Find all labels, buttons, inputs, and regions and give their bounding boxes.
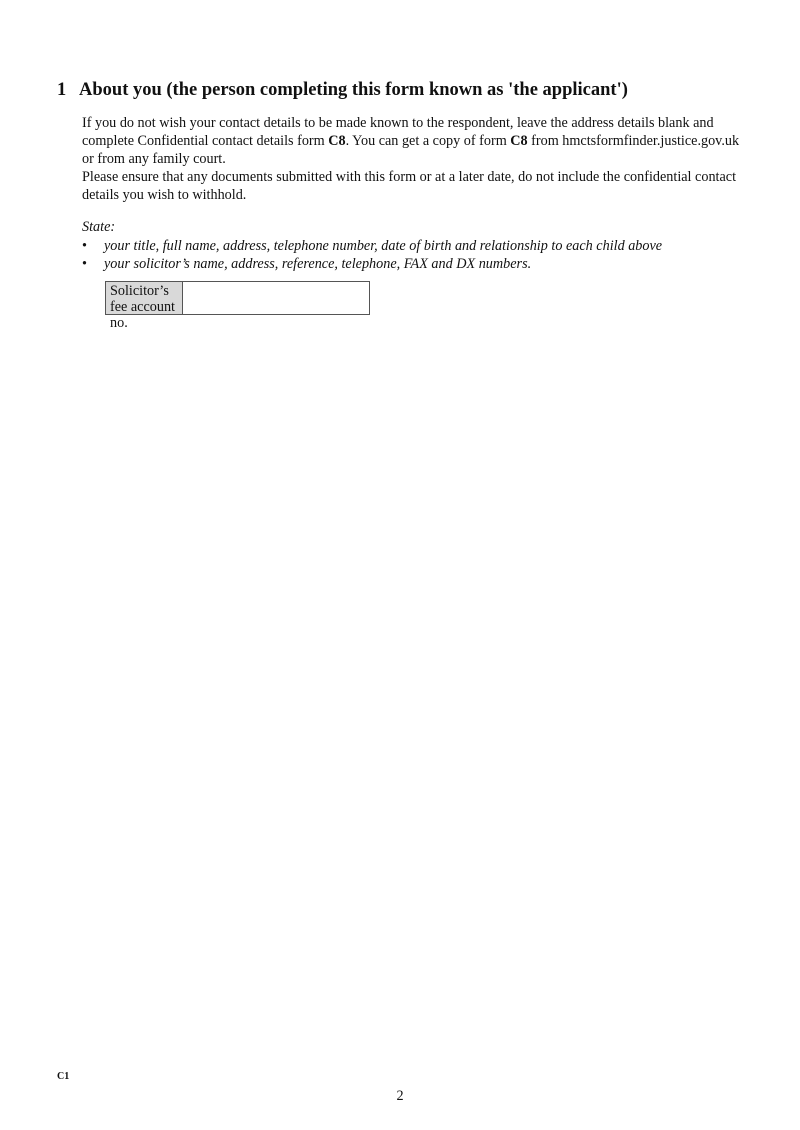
fee-account-input[interactable]: [183, 282, 369, 314]
fee-account-field: [105, 281, 370, 331]
bullet-icon: •: [82, 256, 87, 272]
fee-account-label: Solicitor’s fee account no.: [106, 282, 183, 314]
list-item: [82, 237, 662, 255]
intro-text-part-1: If you do not wish your contact details to be made known to the respondent, leave the address details blank and complete Confidential contact details form: [82, 115, 714, 149]
section-title: About you (the person completing this form known as 'the applicant'): [79, 80, 628, 100]
form-ref-c8-second: C8: [510, 133, 528, 149]
state-list: [82, 237, 662, 273]
bullet-icon: •: [82, 238, 87, 254]
intro-paragraph-2: Please ensure that any documents submitted with this form or at a later date, do not include the confidential contact details you wish to withhold.: [82, 169, 737, 203]
section-number: 1: [57, 80, 67, 100]
list-item-text: your solicitor’s name, address, reference, telephone, FAX and DX numbers.: [104, 256, 532, 272]
section-heading: [57, 80, 628, 101]
list-item-text: your title, full name, address, telephone number, date of birth and relationship to each child above: [104, 238, 663, 254]
form-ref-c8: C8: [328, 133, 346, 149]
intro-text-part-2: . You can get a copy of form: [345, 133, 511, 149]
intro-paragraph-1: [82, 114, 747, 168]
intro-text: [82, 114, 747, 204]
form-code: C1: [57, 1071, 70, 1082]
page-number: 2: [396, 1088, 404, 1104]
state-label: State:: [82, 219, 116, 235]
intro-text-part-3: from hmctsformfinder.justice.gov.uk or from any family court.: [82, 133, 740, 167]
list-item: [82, 255, 662, 273]
